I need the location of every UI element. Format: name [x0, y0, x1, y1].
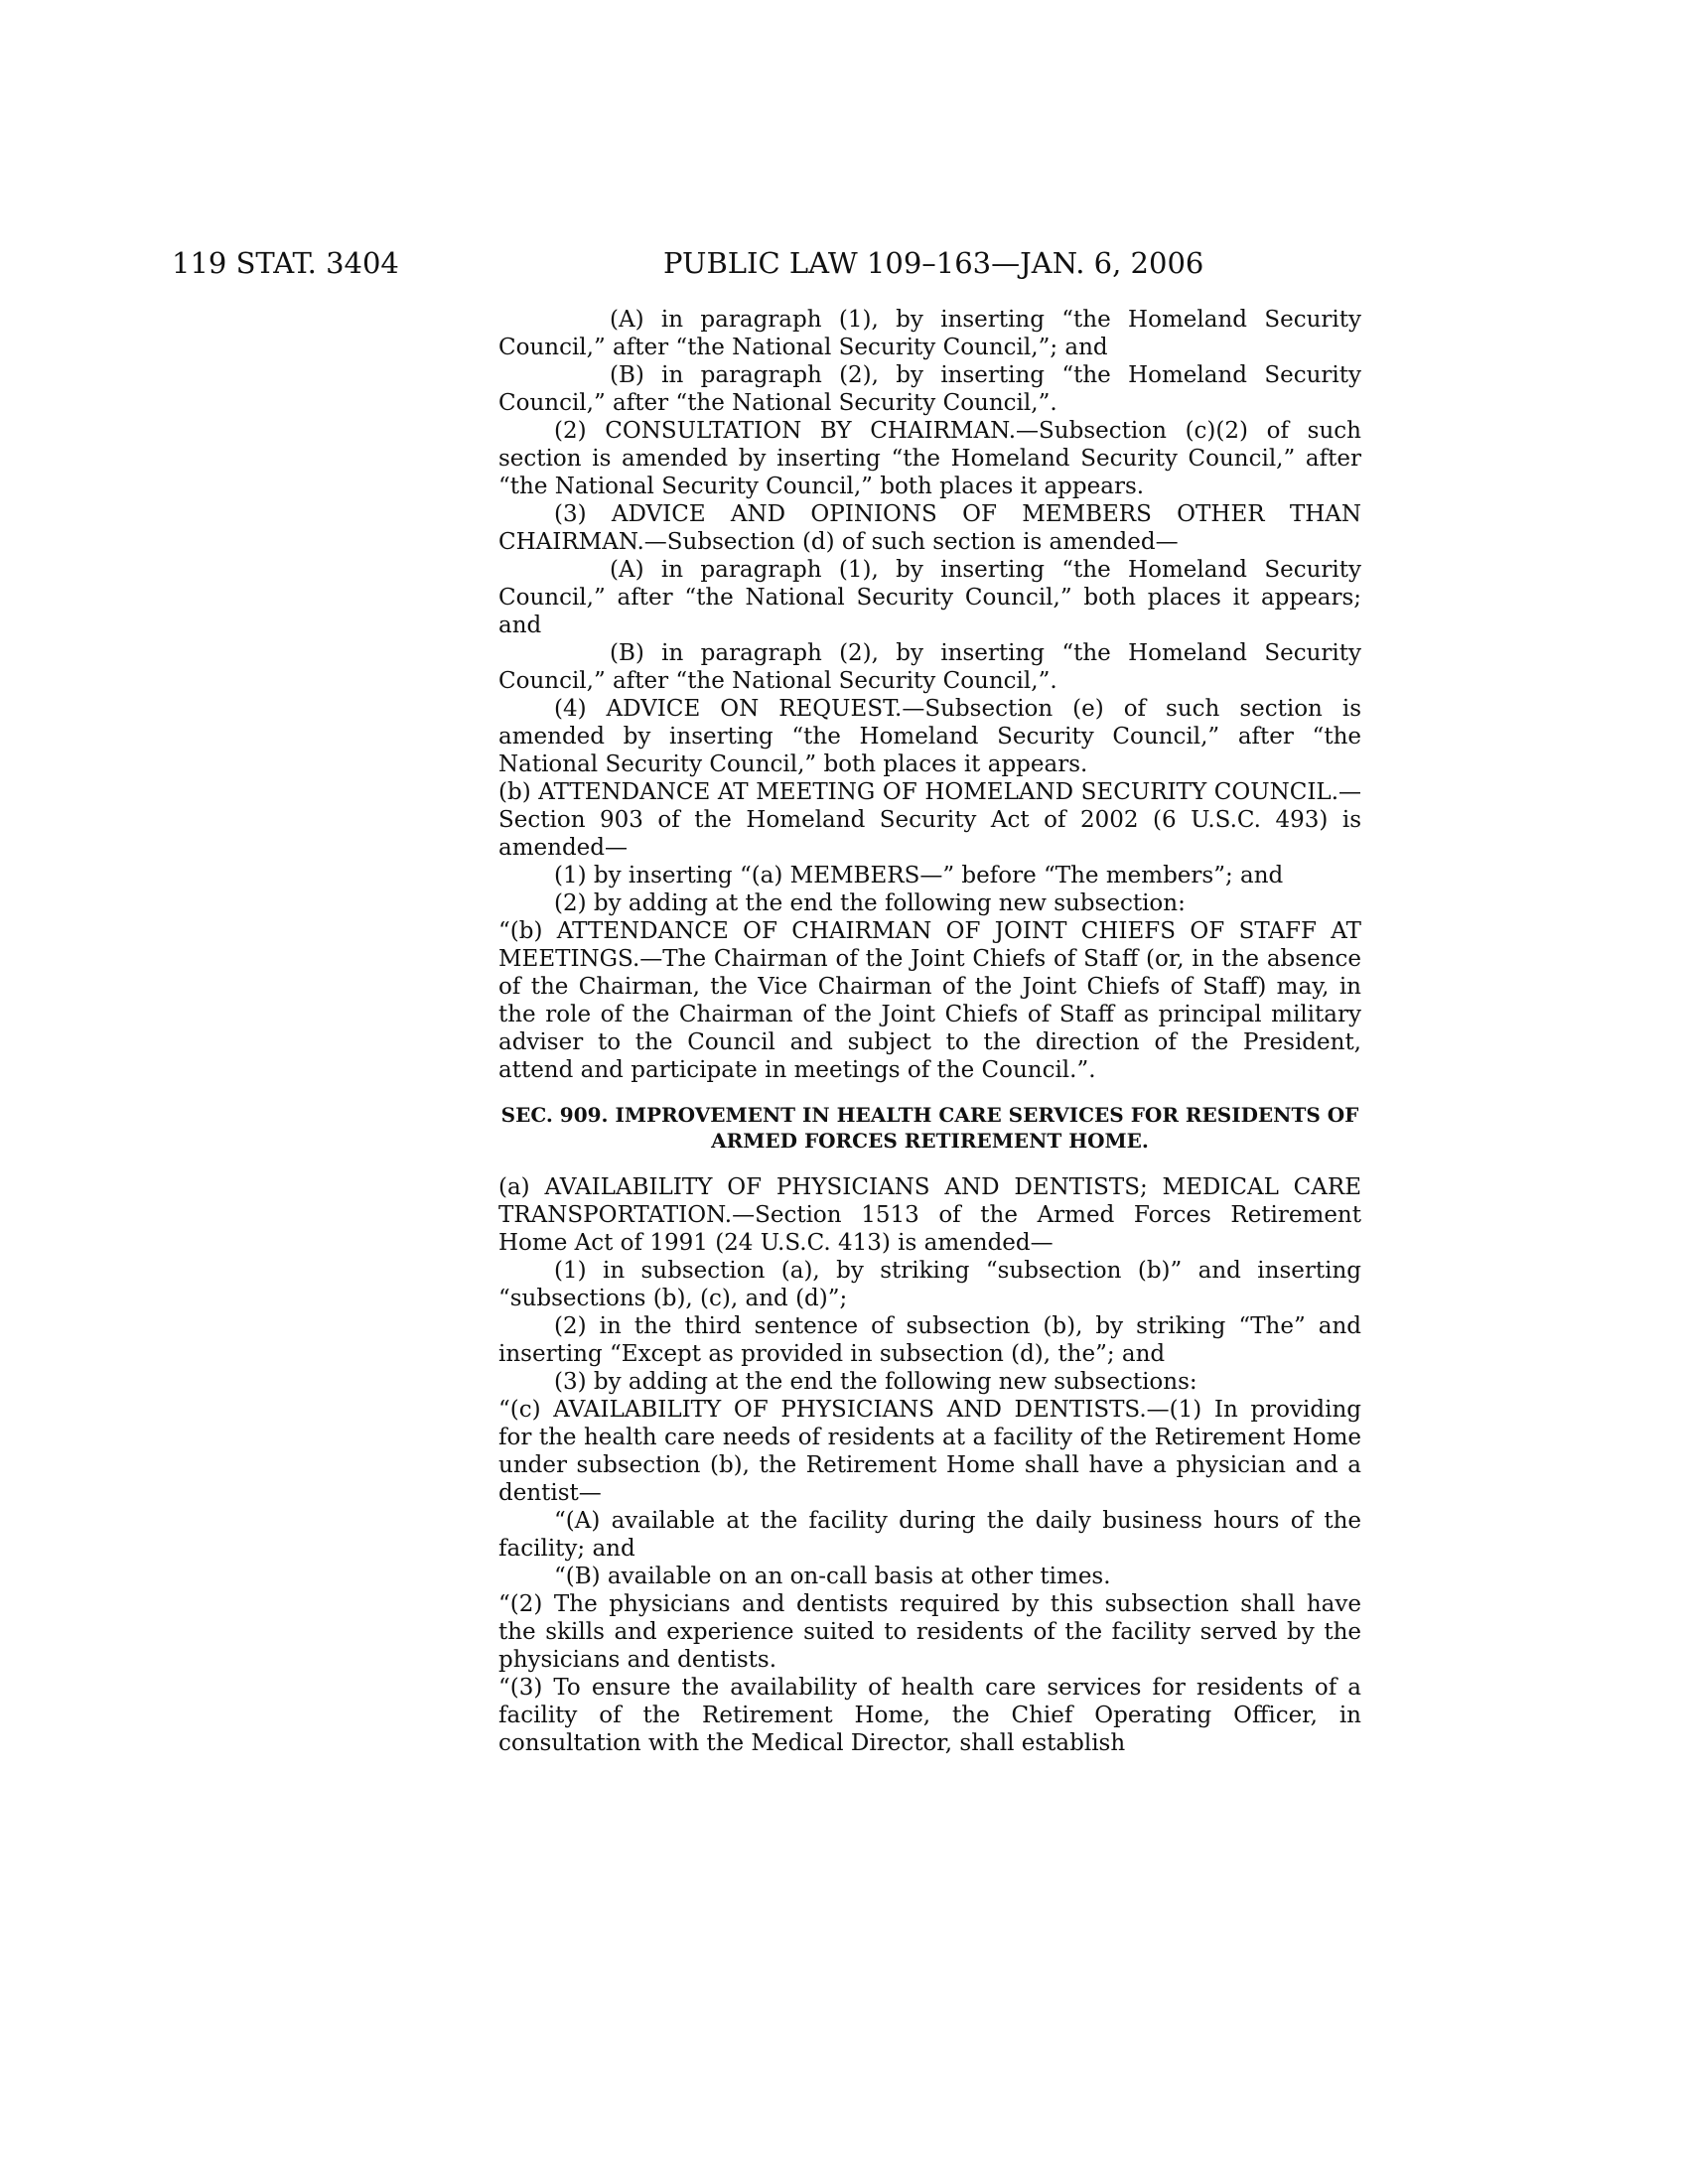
- paragraph: (4) ADVICE ON REQUEST.—Subsection (e) of such section is amended by inserting “the Homeland Security Council,” after “the National Security Council,” both places it appears.: [498, 696, 1361, 777]
- paragraph: (B) in paragraph (2), by inserting “the Homeland Security Council,” after “the National Security Council,”.: [498, 362, 1361, 416]
- section-heading: SEC. 909. IMPROVEMENT IN HEALTH CARE SERVICES FOR RESIDENTS OF ARMED FORCES RETIREMENT HOME.: [500, 1103, 1359, 1153]
- paragraph: (a) AVAILABILITY OF PHYSICIANS AND DENTISTS; MEDICAL CARE TRANSPORTATION.—Section 1513 of the Armed Forces Retirement Home Act of 1991 (24 U.S.C. 413) is amended—: [498, 1174, 1361, 1256]
- paragraph: “(A) available at the facility during the daily business hours of the facility; and: [498, 1508, 1361, 1562]
- paragraph: (B) in paragraph (2), by inserting “the Homeland Security Council,” after “the National Security Council,”.: [498, 640, 1361, 694]
- paragraph: (2) by adding at the end the following new subsection:: [554, 890, 1186, 916]
- paragraph: “(b) ATTENDANCE OF CHAIRMAN OF JOINT CHIEFS OF STAFF AT MEETINGS.—The Chairman of the Joint Chiefs of Staff (or, in the absence of the Chairman, the Vice Chairman of the Joint Chiefs of Staff) may, in the role of the Chairman of the Joint Chiefs of Staff as principal military adviser to the Council and subject to the direction of the President, attend and participate in meetings of the Council.”.: [498, 918, 1361, 1083]
- paragraph: (1) by inserting “(a) MEMBERS—” before “The members”; and: [554, 863, 1284, 888]
- paragraph: (3) ADVICE AND OPINIONS OF MEMBERS OTHER THAN CHAIRMAN.—Subsection (d) of such section is amended—: [498, 501, 1361, 555]
- paragraph: “(3) To ensure the availability of health care services for residents of a facility of the Retirement Home, the Chief Operating Officer, in consultation with the Medical Director, shall establish: [498, 1675, 1361, 1756]
- paragraph: (2) in the third sentence of subsection (b), by striking “The” and inserting “Except as provided in subsection (d), the”; and: [498, 1313, 1361, 1367]
- page-number-stat: 119 STAT. 3404: [172, 246, 399, 280]
- paragraph: “(2) The physicians and dentists required by this subsection shall have the skills and experience suited to residents of the facility served by the physicians and dentists.: [498, 1591, 1361, 1673]
- paragraph: (2) CONSULTATION BY CHAIRMAN.—Subsection (c)(2) of such section is amended by inserting “the Homeland Security Council,” after “the National Security Council,” both places it appears.: [498, 418, 1361, 499]
- running-header: PUBLIC LAW 109–163—JAN. 6, 2006: [663, 246, 1204, 280]
- paragraph: (A) in paragraph (1), by inserting “the Homeland Security Council,” after “the National Security Council,” both places it appears; and: [498, 557, 1361, 638]
- paragraph: (b) ATTENDANCE AT MEETING OF HOMELAND SECURITY COUNCIL.—Section 903 of the Homeland Security Act of 2002 (6 U.S.C. 493) is amended—: [498, 779, 1361, 861]
- paragraph: (1) in subsection (a), by striking “subsection (b)” and inserting “subsections (b), (c), and (d)”;: [498, 1258, 1361, 1311]
- paragraph: (3) by adding at the end the following new subsections:: [554, 1369, 1197, 1395]
- paragraph: “(c) AVAILABILITY OF PHYSICIANS AND DENTISTS.—(1) In providing for the health care needs of residents at a facility of the Retirement Home under subsection (b), the Retirement Home shall have a physician and a dentist—: [498, 1397, 1361, 1506]
- paragraph: (A) in paragraph (1), by inserting “the Homeland Security Council,” after “the National Security Council,”; and: [498, 307, 1361, 360]
- paragraph: “(B) available on an on-call basis at other times.: [554, 1564, 1111, 1589]
- document-body: [498, 306, 1361, 1757]
